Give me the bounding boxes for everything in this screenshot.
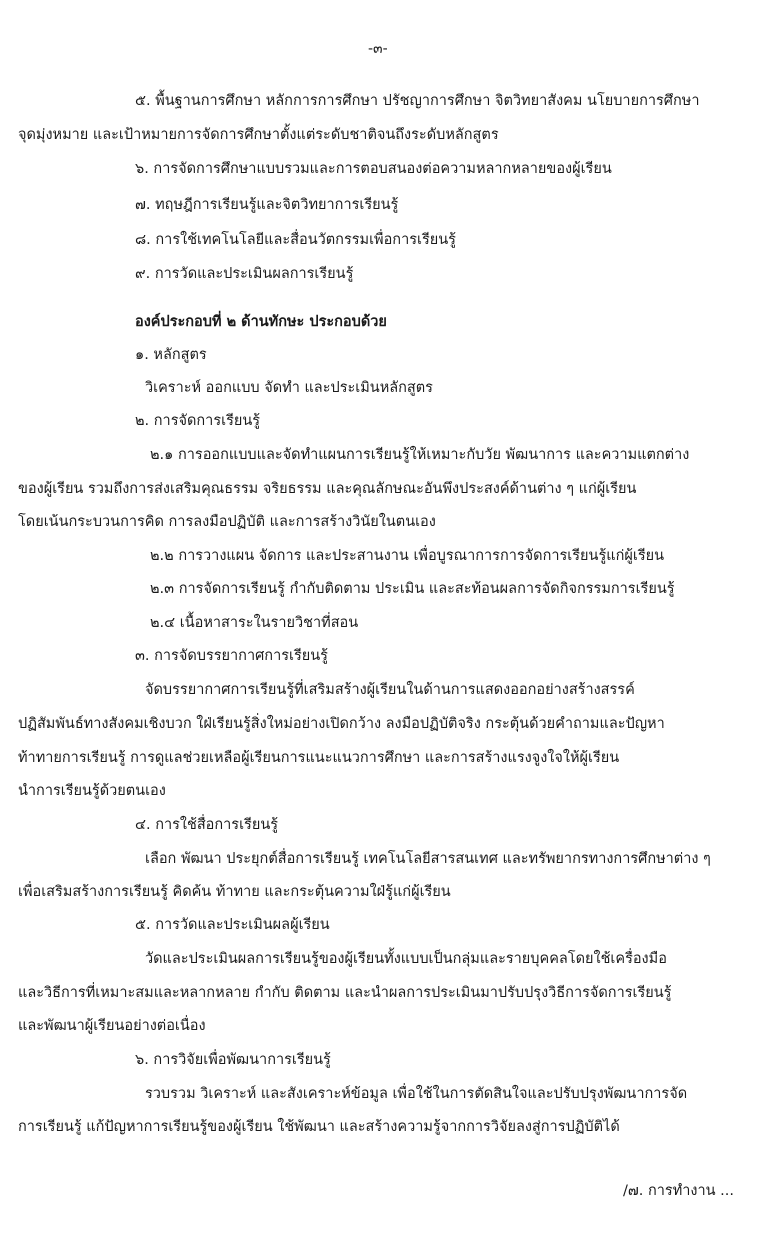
text-line: การเรียนรู้ แก้ปัญหาการเรียนรู้ของผู้เรียน ใช้พัฒนา และสร้างความรู้จากการวิจัยลงสู่การปฏิบัติได้ (18, 1119, 620, 1135)
text-line: ท้าทายการเรียนรู้ การดูแลช่วยเหลือผู้เรียนการแนะแนวการศึกษา และการสร้างแรงจูงใจให้ผู้เรียน (18, 750, 620, 766)
text-line: ๘. การใช้เทคโนโลยีและสื่อนวัตกรรมเพื่อการเรียนรู้ (135, 232, 456, 248)
text-line: ๒.๒ การวางแผน จัดการ และประสานงาน เพื่อบูรณาการการจัดการเรียนรู้แก่ผู้เรียน (150, 548, 665, 564)
text-line: และวิธีการที่เหมาะสมและหลากหลาย กำกับ ติดตาม และนำผลการประเมินมาปรับปรุงวิธีการจัดการเรียนรู้ (18, 985, 672, 1001)
text-line: รวบรวม วิเคราะห์ และสังเคราะห์ข้อมูล เพื่อใช้ในการตัดสินใจและปรับปรุงพัฒนาการจัด (145, 1086, 688, 1102)
text-line: ๓. การจัดบรรยากาศการเรียนรู้ (135, 648, 328, 664)
continuation-note: /๗. การทำงาน ... (623, 1183, 734, 1199)
text-line: ๒.๑ การออกแบบและจัดทำแผนการเรียนรู้ให้เหมาะกับวัย พัฒนาการ และความแตกต่าง (150, 447, 690, 463)
text-line: ๙. การวัดและประเมินผลการเรียนรู้ (135, 266, 354, 282)
text-line: ๕. พื้นฐานการศึกษา หลักการการศึกษา ปรัชญาการศึกษา จิตวิทยาสังคม นโยบายการศึกษา (135, 93, 700, 109)
text-line: ปฏิสัมพันธ์ทางสังคมเชิงบวก ใฝ่เรียนรู้สิ่งใหม่อย่างเปิดกว้าง ลงมือปฏิบัติจริง กระตุ้นด้วยคำถามและปัญหา (18, 716, 665, 732)
text-line: ๑. หลักสูตร (135, 347, 207, 363)
text-line: วัดและประเมินผลการเรียนรู้ของผู้เรียนทั้งแบบเป็นกลุ่มและรายบุคคลโดยใช้เครื่องมือ (145, 951, 667, 967)
text-line: ๒. การจัดการเรียนรู้ (135, 413, 261, 429)
text-line: เพื่อเสริมสร้างการเรียนรู้ คิดค้น ท้าทาย และกระตุ้นความใฝ่รู้แก่ผู้เรียน (18, 884, 451, 900)
text-line: จุดมุ่งหมาย และเป้าหมายการจัดการศึกษาตั้งแต่ระดับชาติจนถึงระดับหลักสูตร (18, 127, 499, 143)
text-line: ๖. การวิจัยเพื่อพัฒนาการเรียนรู้ (135, 1052, 331, 1068)
section-heading: องค์ประกอบที่ ๒ ด้านทักษะ ประกอบด้วย (135, 314, 387, 330)
text-line: นำการเรียนรู้ด้วยตนเอง (18, 783, 166, 799)
text-line: เลือก พัฒนา ประยุกต์สื่อการเรียนรู้ เทคโนโลยีสารสนเทศ และทรัพยากรทางการศึกษาต่าง ๆ (145, 851, 711, 867)
text-line: ของผู้เรียน รวมถึงการส่งเสริมคุณธรรม จริยธรรม และคุณลักษณะอันพึงประสงค์ด้านต่าง ๆ แก่ผู้เรียน (18, 481, 637, 497)
text-line: โดยเน้นกระบวนการคิด การลงมือปฏิบัติ และการสร้างวินัยในตนเอง (18, 514, 436, 530)
text-line: วิเคราะห์ ออกแบบ จัดทำ และประเมินหลักสูตร (145, 380, 433, 396)
page-number: -๓- (368, 41, 388, 57)
text-line: ๒.๔ เนื้อหาสาระในรายวิชาที่สอน (150, 615, 359, 631)
text-line: ๖. การจัดการศึกษาแบบรวมและการตอบสนองต่อความหลากหลายของผู้เรียน (135, 161, 612, 177)
text-line: จัดบรรยากาศการเรียนรู้ที่เสริมสร้างผู้เรียนในด้านการแสดงออกอย่างสร้างสรรค์ (145, 682, 635, 698)
text-line: ๗. ทฤษฎีการเรียนรู้และจิตวิทยาการเรียนรู้ (135, 197, 399, 213)
text-line: ๔. การใช้สื่อการเรียนรู้ (135, 817, 279, 833)
text-line: และพัฒนาผู้เรียนอย่างต่อเนื่อง (18, 1018, 206, 1034)
text-line: ๕. การวัดและประเมินผลผู้เรียน (135, 917, 330, 933)
text-line: ๒.๓ การจัดการเรียนรู้ กำกับติดตาม ประเมิน และสะท้อนผลการจัดกิจกรรมการเรียนรู้ (150, 581, 675, 597)
